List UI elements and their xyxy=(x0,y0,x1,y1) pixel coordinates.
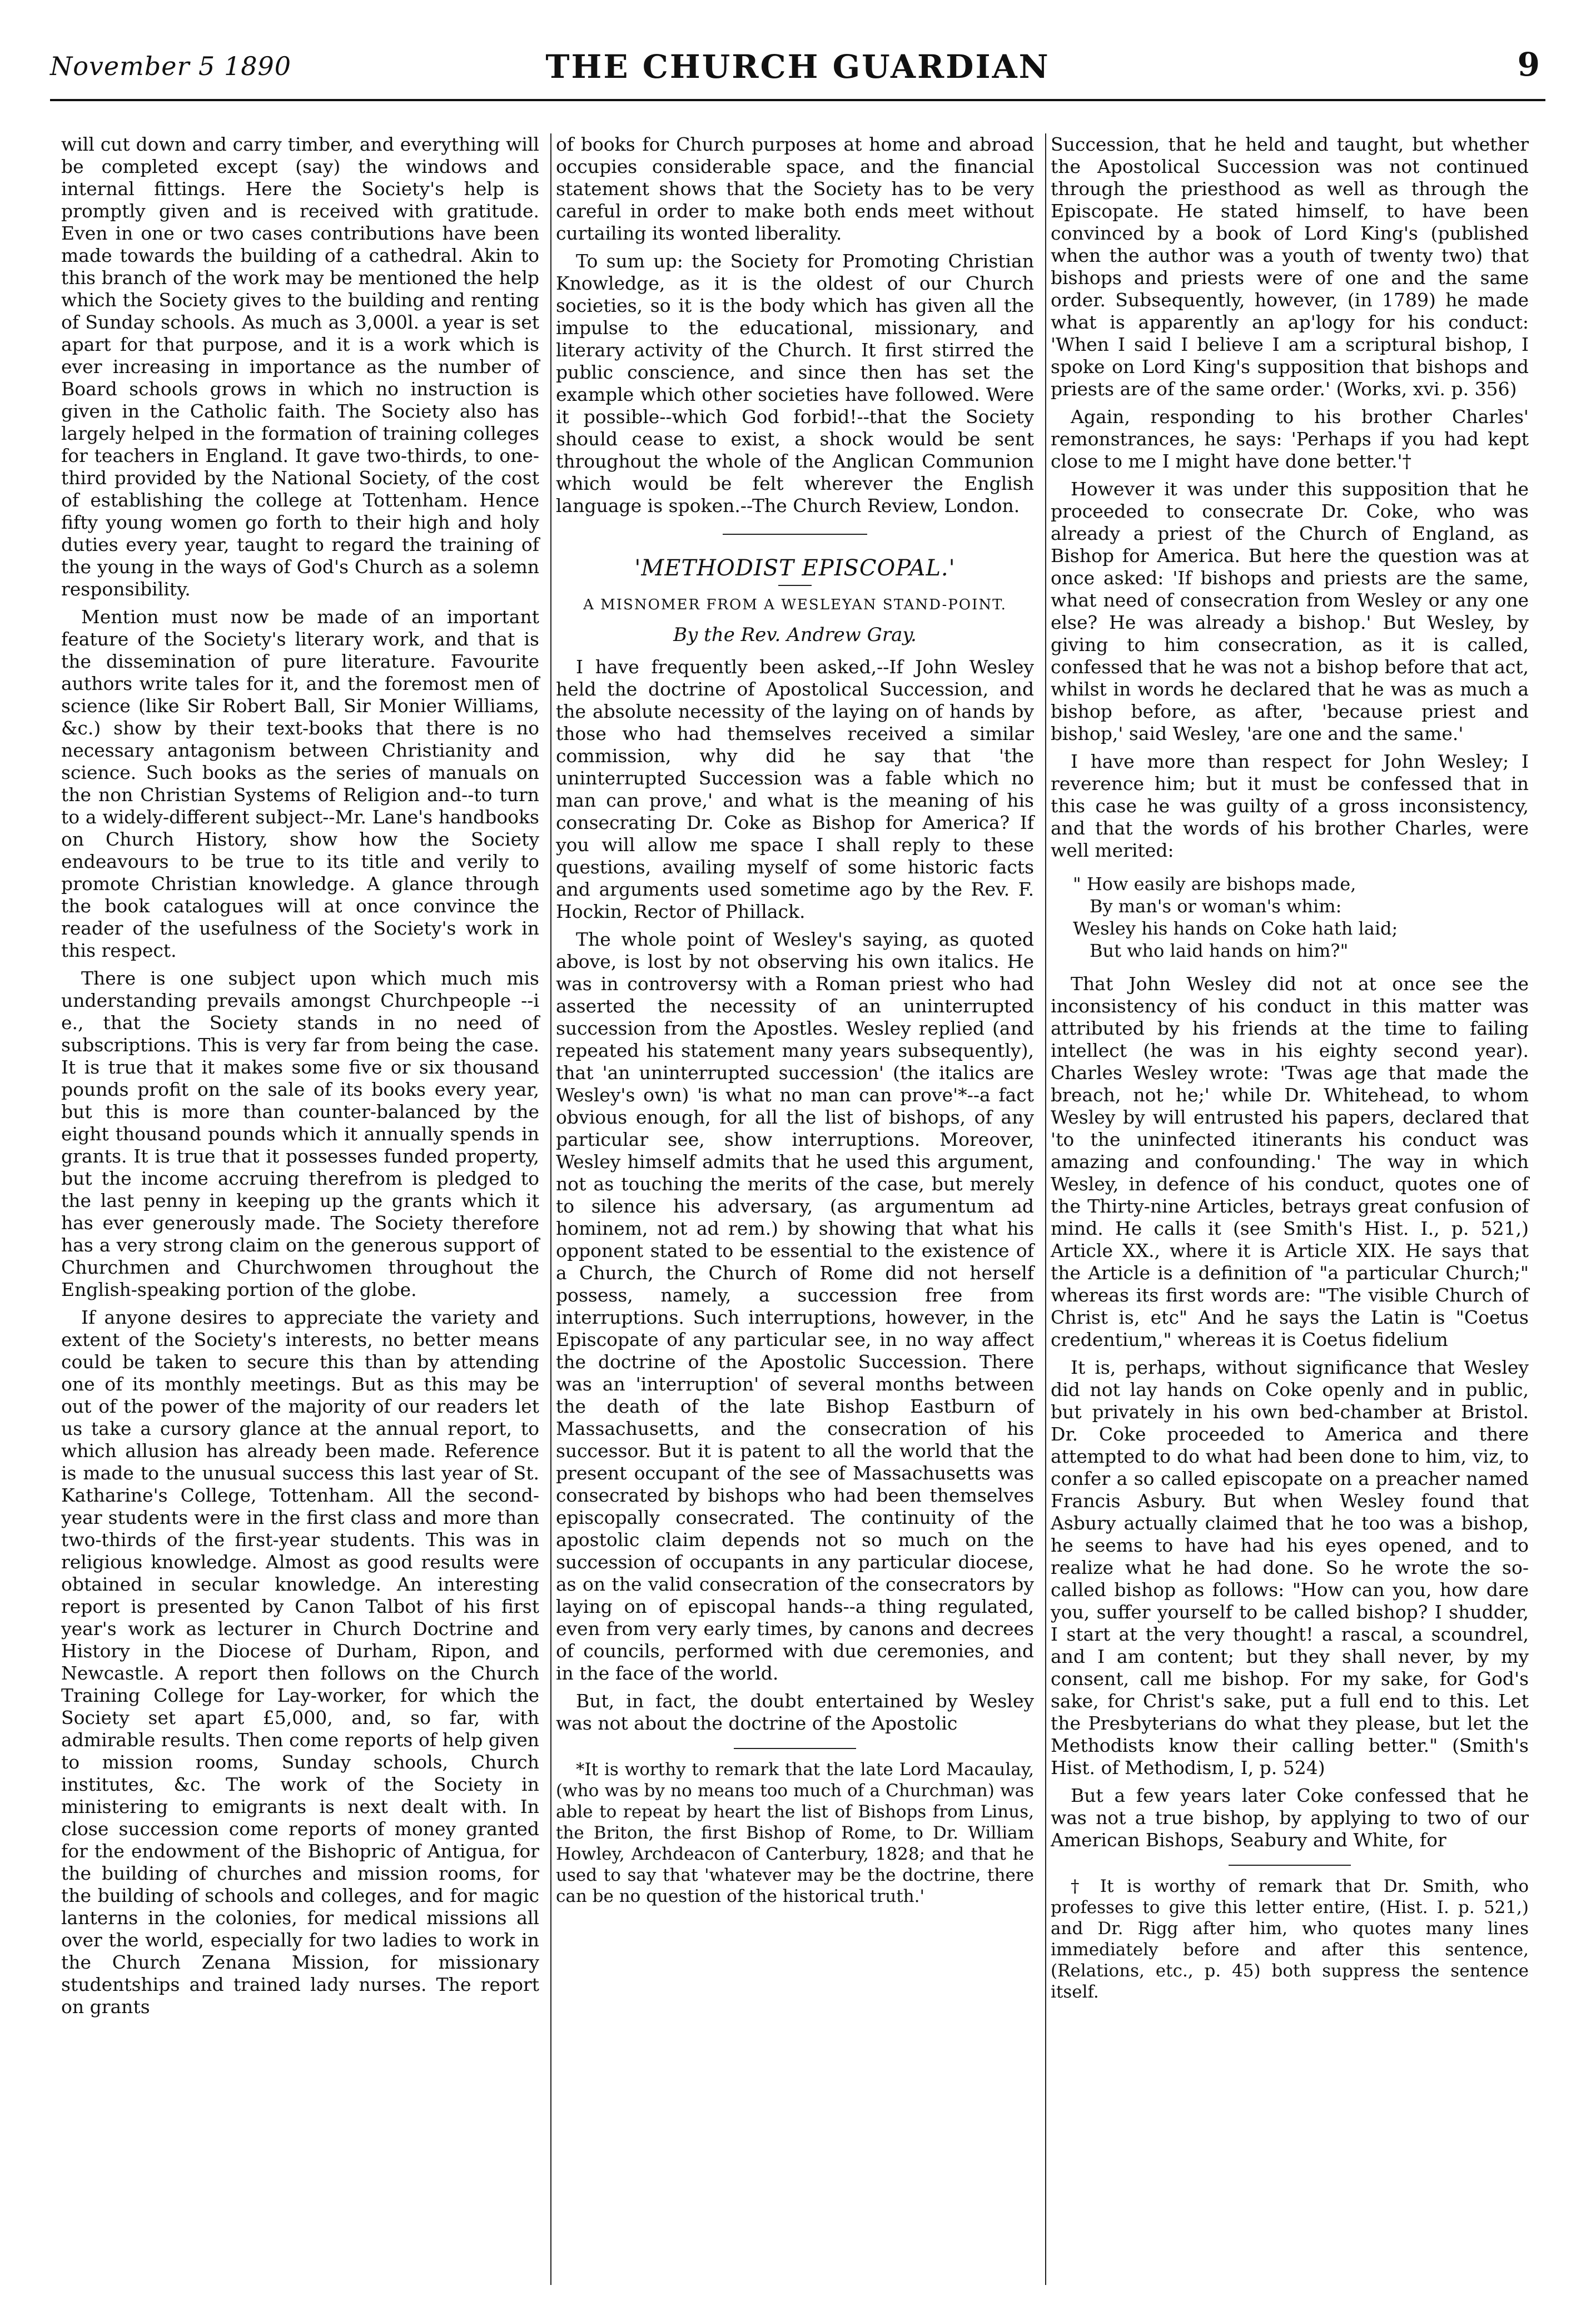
paragraph: But a few years later Coke confessed that he was not a true bishop, by applying to two of our American Bishops, Seabury and White, for xyxy=(1051,1785,1529,1851)
masthead xyxy=(50,38,1545,101)
paragraph: But, in fact, the doubt entertained by Wesley was not about the doctrine of the Apostolic xyxy=(556,1690,1034,1734)
poem-line: Wesley his hands on Coke hath laid; xyxy=(1073,918,1398,939)
paragraph: There is one subject upon which much mis understanding prevails amongst Churchpeople --i e., that the Society stands in no need of subscriptions. This is very far from being the case. It is true that it makes some five or six thousand pounds profit on the sale of its books every year, but this is more than counter-balanced by the eight thousand pounds which it annually spends in grants. It is true that it possesses funded property, but the income accruing therefrom is pledged to the last penny in keeping up the grants which it has ever generously made. The Society therefore has a very strong claim on the generous support of Churchmen and Churchwomen throughout the English-speaking portion of the globe. xyxy=(61,967,539,1300)
paragraph: of books for Church purposes at home and abroad occupies considerable space, and the financial statement shows that the Society has to be very careful in order to make both ends meet without curtailing its wonted liberality. xyxy=(556,133,1034,244)
footnote: *It is worthy to remark that the late Lord Macaulay, (who was by no means too much of a Churchman) was able to repeat by heart the list of Bishops from Linus, the Briton, the first Bishop of Rome, to Dr. William Howley, Archdeacon of Canterbury, 1828; and that he used to say that 'whatever may be the doctrine, there can be no question of the historical truth.' xyxy=(556,1760,1034,1906)
poem-line: But who laid hands on him?" xyxy=(1090,940,1349,961)
section-rule xyxy=(723,534,867,535)
paragraph: The whole point of Wesley's saying, as quoted above, is lost by not observing his own italics. He was in controversy with a Roman priest who had asserted the necessity of an uninterrupted succession from the Apostles. Wesley replied (and repeated his statement many years subsequently), that 'an uninterrupted succession' (the italics are Wesley's own) 'is what no man can prove'*--a fact obvious enough, for all the list of bishops, of any particular see, show interruptions. Moreover, Wesley himself admits that he used this argument, not as touching the merits of the case, but merely to silence his adversary, (as argumentum ad hominem, not ad rem.) by showing that what his opponent stated to be essential to the existence of a Church, the Church of Rome did not herself possess, namely, a succession free from interruptions. Such interruptions, however, in the Episcopate of any particular see, in no way affect the doctrine of the Apostolic Succession. There was an 'interruption' of several months between the death of the late Bishop Eastburn of Massachusetts, and the consecration of his successor. But it is patent to all the world that the present occupant of the see of Massachusetts was consecrated by bishops who had been themselves episcopally consecrated. The continuity of the apostolic claim depends not so much on the succession of occupants in any particular diocese, as on the valid consecration of the consecrators by laying on of episcopal hands--a thing regulated, even from very early times, by canons and decrees of councils, performed with due ceremonies, and in the face of the world. xyxy=(556,928,1034,1684)
column-1 xyxy=(61,133,539,2024)
paragraph: Mention must now be made of an important feature of the Society's literary work, and that is the dissemination of pure literature. Favourite authors write tales for it, and the foremost men of science (like Sir Robert Ball, Sir Monier Williams, &c.) show by their text-books that there is no necessary antagonism between Christianity and science. Such books as the series of manuals on the non Christian Systems of Religion and--to turn to a widely-different subject--Mr. Lane's handbooks on Church History, show how the Society endeavours to be true to its title and verily to promote Christian knowledge. A glance through the book catalogues will at once convince the reader of the usefulness of the Society's work in this respect. xyxy=(61,606,539,961)
page-number: 9 xyxy=(1517,46,1540,83)
paragraph: However it was under this supposition that he proceeded to consecrate Dr. Coke, who was already a priest of the Church of England, as Bishop for America. But here the question was at once asked: 'If bishops and priests are the same, what need of consecration from Wesley or any one else? He was already a bishop.' But Wesley, by giving to him consecration, as it is called, confessed that he was not a bishop before that act, whilst in words he declared that he was as much a bishop before, as after, 'because priest and bishop,' said Wesley, 'are one and the same.' xyxy=(1051,478,1529,744)
footnote-rule xyxy=(734,1748,856,1749)
article-byline: By the Rev. Andrew Gray. xyxy=(673,624,917,646)
column-3 xyxy=(1051,133,1529,2008)
article-subheading: A MISNOMER FROM A WESLEYAN STAND-POINT. xyxy=(583,597,1007,613)
paragraph: It is, perhaps, without significance that Wesley did not lay hands on Coke openly and in public, but privately in his own bed-chamber at Bristol. Dr. Coke proceeded to America and there attempted to do what had been done to him, viz, to confer a so called episcopate on a preacher named Francis Asbury. But when Wesley found that Asbury actually claimed that he too was a bishop, he seems to have had his eyes opened, and to realize what he had done. So he wrote the so-called bishop as follows: "How can you, how dare you, suffer yourself to be called bishop? I shudder, I start at the very thought! a rascal, a scoundrel, and I am content; but they shall never, by my consent, call me bishop. For my sake, for God's sake, for Christ's sake, put a full end to this. Let the Presbyterians do what they please, but let the Methodists know their calling better." (Smith's Hist. of Methodism, I, p. 524) xyxy=(1051,1357,1529,1779)
poem xyxy=(1073,873,1529,962)
paragraph: Again, responding to his brother Charles' remonstrances, he says: 'Perhaps if you had kept close to me I might have done better.'† xyxy=(1051,406,1529,472)
issue-date: November 5 1890 xyxy=(50,51,292,81)
column-2 xyxy=(556,133,1034,1912)
poem-line: " How easily are bishops made, xyxy=(1073,873,1356,895)
paragraph: I have more than respect for John Wesley; I reverence him; but it must be confessed that in this case he was guilty of a gross inconsistency, and that the words of his brother Charles, were well merited: xyxy=(1051,751,1529,861)
paragraph: I have frequently been asked,--If John Wesley held the doctrine of Apostolical Succession, and the absolute necessity of the laying on of hands by those who had themselves received a similar commission, why did he say that 'the uninterrupted Succession was a fable which no man can prove,' and what is the meaning of his consecrating Dr. Coke as Bishop for America? If you will allow me space I shall reply to these questions, availing myself of some historic facts and arguments used sometime ago by the Rev. F. Hockin, Rector of Phillack. xyxy=(556,656,1034,922)
paragraph: If anyone desires to appreciate the variety and extent of the Society's interests, no better means could be taken to secure this than by attending one of its monthly meetings. But as this may be out of the power of the majority of our readers let us take a cursory glance at the annual report, to which allusion has already been made. Reference is made to the unusual success this last year of St. Katharine's College, Tottenham. All the second-year students were in the first class and more than two-thirds of the first-year students. This was in religious knowledge. Almost as good results were obtained in secular knowledge. An interesting report is presented by Canon Talbot of his first year's work as lecturer in Church Doctrine and History in the Diocese of Durham, Ripon, and Newcastle. A report then follows on the Church Training College for Lay-worker, for which the Society set apart £5,000, and, so far, with admirable results. Then come reports of help given to mission rooms, Sunday schools, Church institutes, &c. The work of the Society in ministering to emigrants is next dealt with. In close succession come reports of money granted for the endowment of the Bishopric of Antigua, for the building of churches and mission rooms, for the building of schools and colleges, and for magic lanterns in the colonies, for medical missions all over the world, especially for two ladies to work in the Church Zenana Mission, for missionary studentships and trained lady nurses. The report on grants xyxy=(61,1306,539,2018)
paragraph: That John Wesley did not at once see the inconsistency of his conduct in this matter was attributed by his friends at the time to failing intellect (he was in his eighty second year). Charles Wesley wrote: 'Twas age that made the breach, not he;' while Dr. Whitehead, to whom Wesley by will entrusted his papers, declared that 'to the uninfected itinerants his conduct was amazing and confounding.' The way in which Wesley, in defence of his conduct, quotes one of the Thirty-nine Articles, betrays great confusion of mind. He calls it (see Smith's Hist. I., p. 521,) Article XX., where it is Article XIX. He says that the Article is a definition of "a particular Church;" whereas its first words are: "The visible Church of Christ is, etc" And he says the Latin is "Coetus credentium," whereas it is Coetus fidelium xyxy=(1051,973,1529,1350)
footnote: † It is worthy of remark that Dr. Smith, who professes to give this letter entire, (Hist. I. p. 521,) and Dr. Rigg after him, who quotes many lines immediately before and after this sentence, (Relations, etc., p. 45) both suppress the sentence itself. xyxy=(1051,1876,1529,2002)
column-divider xyxy=(1045,133,1046,2285)
paragraph: To sum up: the Society for Promoting Christian Knowledge, as it is the oldest of our Church societies, so it is the body which has given all the impulse to the educational, missionary, and literary activity of the Church. It first stirred the public conscience, and since then has set the example which other societies have followed. Were it possible--which God forbid!--that the Society should cease to exist, a shock would be sent throughout the whole of the Anglican Communion which would be felt wherever the English language is spoken.--The Church Review, London. xyxy=(556,250,1034,516)
poem-line: By man's or woman's whim: xyxy=(1090,896,1342,917)
newspaper-title: THE CHURCH GUARDIAN xyxy=(545,48,1050,86)
article-heading: 'METHODIST EPISCOPAL.' xyxy=(634,555,956,581)
heading-rule xyxy=(778,585,812,586)
footnote-rule xyxy=(1229,1865,1351,1866)
paragraph: Succession, that he held and taught, but whether the Apostolical Succession was not continued through the priesthood as well as through the Episcopate. He stated himself, to have been convinced by a book of Lord King's (published when the author was a youth of twenty two) that bishops and priests were of one and the same order. Subsequently, however, (in 1789) he made what is apparently an ap'logy for his conduct: 'When I said I believe I am a scriptural bishop, I spoke on Lord King's supposition that bishops and priests are of the same order.' (Works, xvi. p. 356) xyxy=(1051,133,1529,400)
paragraph: will cut down and carry timber, and everything will be completed except (say) the windows and internal fittings. Here the Society's help is promptly given and is received with gratitude. Even in one or two cases contributions have been made towards the building of a cathedral. Akin to this branch of the work may be mentioned the help which the Society gives to the building and renting of Sunday schools. As much as 3,000l. a year is set apart for that purpose, and it is a work which is ever increasing in importance as the number of Board schools grows in which no instruction is given in the Catholic faith. The Society also has largely helped in the formation of training colleges for teachers in England. It gave two-thirds, to one-third provided by the National Society, of the cost of establishing the college at Tottenham. Hence fifty young women go forth to their high and holy duties every year, taught to regard the training of the young in the ways of God's Church as a solemn responsibility. xyxy=(61,133,539,600)
column-divider xyxy=(550,133,551,2285)
